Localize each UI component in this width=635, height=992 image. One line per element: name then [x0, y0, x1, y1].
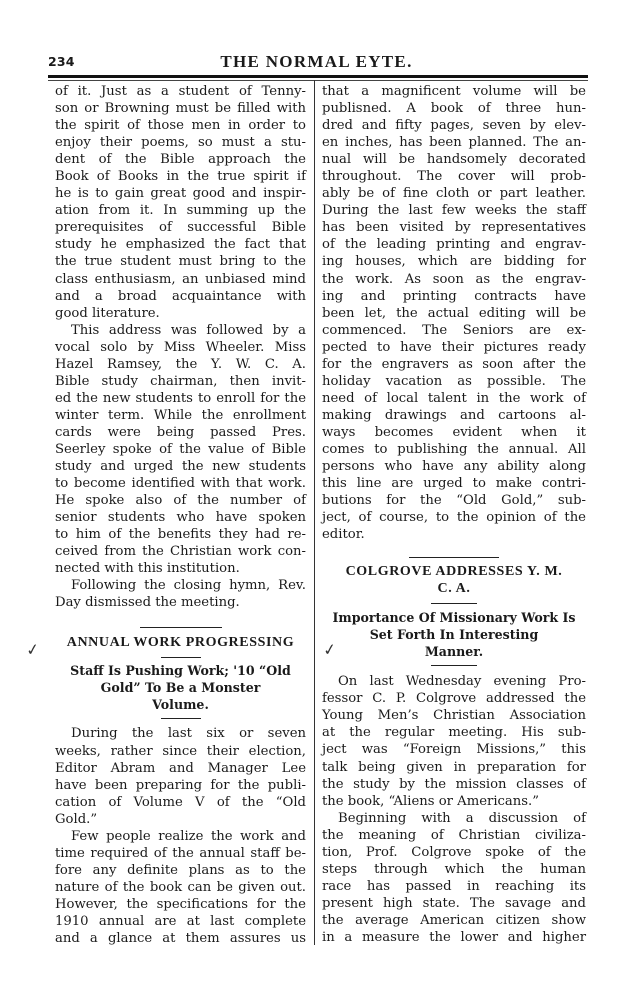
text-line: Day dismissed the meeting.	[55, 595, 240, 611]
paragraph-closing	[55, 577, 306, 611]
text-line: commenced. The Seniors are ex-	[322, 322, 586, 338]
text-line: vocal solo by Miss Wheeler. Miss	[55, 339, 306, 355]
paragraph-colgrove-2	[322, 810, 586, 946]
text-line: senior students who have spoken	[55, 510, 306, 526]
text-line: weeks, rather since their election,	[55, 743, 306, 759]
article-headline-colgrove	[322, 563, 586, 597]
text-line: and a glance at them assures us	[55, 931, 306, 947]
text-line: and a broad acquaintance with	[55, 288, 306, 304]
text-line: ably be of fine cloth or part leather.	[322, 186, 586, 202]
text-line: to him of the benefits they had re-	[55, 527, 306, 543]
subheadline-line: Importance Of Missionary Work Is	[332, 610, 576, 626]
text-line: to become identified with that work.	[55, 476, 306, 492]
text-line: have been preparing for the publi-	[55, 777, 306, 793]
text-line: Bible study chairman, then invit-	[55, 373, 306, 389]
text-line: ation from it. In summing up the	[55, 203, 306, 219]
text-line: dent of the Bible approach the	[55, 152, 306, 168]
text-line: holiday vacation as possible. The	[322, 373, 586, 389]
text-line: He spoke also of the number of	[55, 493, 306, 509]
text-line: at the regular meeting. His sub-	[322, 725, 586, 741]
subheadline-line: Manner.	[424, 644, 484, 660]
text-line: study and urged the new students	[55, 459, 306, 475]
text-line: the study by the mission classes of	[322, 776, 586, 792]
text-line: present high state. The savage and	[322, 895, 586, 911]
text-line: good literature.	[55, 305, 160, 321]
text-line: nected with this institution.	[55, 561, 240, 577]
text-line: ceived from the Christian work con-	[55, 544, 306, 560]
right-column	[322, 83, 586, 946]
page-number: 234	[48, 54, 75, 69]
text-line: ing and printing contracts have	[322, 288, 586, 304]
paragraph-annual-1	[55, 725, 306, 827]
subheadline-line: Volume.	[152, 697, 209, 713]
header-rule-thick	[48, 75, 588, 78]
publication-title: THE NORMAL EYTE.	[220, 52, 413, 71]
text-line: the spirit of those men in order to	[55, 118, 306, 134]
text-line: cation of Volume V of the “Old	[55, 794, 306, 810]
text-line: Following the closing hymn, Rev.	[71, 578, 306, 594]
text-line: Editor Abram and Manager Lee	[55, 760, 306, 776]
text-line: On last Wednesday evening Pro-	[338, 674, 586, 690]
text-line: the book, “Aliens or Americans.”	[322, 793, 539, 809]
paragraph-colgrove-1	[322, 673, 586, 809]
text-line: editor.	[322, 527, 365, 543]
text-line: nual will be handsomely decorated	[322, 152, 586, 168]
text-line: time required of the annual staff be-	[55, 845, 306, 861]
text-line: the true student must bring to the	[55, 254, 306, 270]
handwritten-checkmark-icon: ✓	[24, 639, 41, 660]
text-line: fessor C. P. Colgrove addressed the	[322, 691, 586, 707]
paragraph-address	[55, 322, 306, 578]
article-headline-annual-work: ANNUAL WORK PROGRESSING	[66, 635, 295, 651]
text-line: winter term. While the enrollment	[55, 407, 306, 423]
text-line: this line are urged to make contri-	[322, 476, 586, 492]
headline-line: C. A.	[437, 581, 471, 597]
text-line: butions for the “Old Gold,” sub-	[322, 493, 586, 509]
text-line: class enthusiasm, an unbiased mind	[55, 271, 306, 287]
text-line: been let, the actual editing will be	[322, 305, 586, 321]
handwritten-checkmark-icon: ✓	[321, 639, 338, 660]
text-line: cards were being passed Pres.	[55, 424, 306, 440]
text-line: making drawings and cartoons al-	[322, 407, 586, 423]
page-header	[48, 52, 585, 74]
text-line: race has passed in reaching its	[322, 878, 586, 894]
text-line: has been visited by representatives	[322, 220, 586, 236]
text-line: ject was “Foreign Missions,” this	[322, 742, 586, 758]
paragraph-continued	[55, 83, 306, 322]
subheadline-line: Gold” To Be a Monster	[100, 680, 261, 696]
subheadline-line: Set Forth In Interesting	[369, 627, 539, 643]
headline-line: COLGROVE ADDRESSES Y. M.	[345, 564, 563, 580]
text-line: However, the specifications for the	[55, 896, 306, 912]
text-line: dred and fifty pages, seven by elev-	[322, 118, 586, 134]
header-rule-thin	[48, 80, 588, 81]
text-line: pected to have their pictures ready	[322, 339, 586, 355]
text-line: of it. Just as a student of Tenny-	[55, 84, 306, 99]
text-line: in a measure the lower and higher	[322, 929, 586, 945]
text-line: ject, of course, to the opinion of the	[322, 510, 586, 526]
text-line: fore any definite plans as to the	[55, 862, 306, 878]
text-line: During the last six or seven	[71, 726, 306, 742]
text-line: tion, Prof. Colgrove spoke of the	[322, 844, 586, 860]
text-line: publisned. A book of three hun-	[322, 101, 586, 117]
text-line: Young Men’s Christian Association	[322, 708, 586, 724]
text-line: the average American citizen show	[322, 912, 586, 928]
paragraph-annual-2	[55, 828, 306, 947]
text-line: During the last few weeks the staff	[322, 203, 586, 219]
article-subheadline-colgrove	[322, 609, 586, 660]
text-line: Seerley spoke of the value of Bible	[55, 441, 306, 457]
article-subheadline-annual-work	[55, 662, 306, 713]
text-line: study he emphasized the fact that	[55, 237, 306, 253]
text-line: he is to gain great good and inspir-	[55, 186, 306, 202]
text-line: en inches, has been planned. The an-	[322, 135, 586, 151]
text-line: ed the new students to enroll for the	[55, 390, 306, 406]
text-line: throughout. The cover will prob-	[322, 169, 586, 185]
text-line: Gold.”	[55, 811, 98, 827]
text-line: talk being given in preparation for	[322, 759, 586, 775]
paragraph-annual-continued	[322, 83, 586, 543]
text-line: Beginning with a discussion of	[338, 810, 586, 826]
text-line: 1910 annual are at last complete	[55, 913, 306, 929]
text-line: prerequisites of successful Bible	[55, 220, 306, 236]
text-line: Book of Books in the true spirit if	[55, 169, 306, 185]
text-line: of the leading printing and engrav-	[322, 237, 586, 253]
left-column	[55, 83, 306, 947]
column-divider	[314, 80, 315, 945]
text-line: persons who have any ability along	[322, 459, 586, 475]
text-line: enjoy their poems, so must a stu-	[55, 135, 306, 151]
text-line: This address was followed by a	[71, 322, 306, 338]
text-line: the meaning of Christian civiliza-	[322, 827, 586, 843]
text-line: steps through which the human	[322, 861, 586, 877]
text-line: that a magnificent volume will be	[322, 84, 586, 99]
text-line: nature of the book can be given out.	[55, 879, 306, 895]
text-line: the work. As soon as the engrav-	[322, 271, 586, 287]
text-line: need of local talent in the work of	[322, 390, 586, 406]
text-line: for the engravers as soon after the	[322, 356, 586, 372]
text-line: comes to publishing the annual. All	[322, 441, 586, 457]
text-line: son or Browning must be filled with	[55, 101, 306, 117]
text-line: ing houses, which are bidding for	[322, 254, 586, 270]
text-line: ways becomes evident when it	[322, 424, 586, 440]
text-line: Hazel Ramsey, the Y. W. C. A.	[55, 356, 306, 372]
text-line: Few people realize the work and	[71, 828, 306, 844]
subheadline-line: Staff Is Pushing Work; '10 “Old	[70, 663, 291, 679]
